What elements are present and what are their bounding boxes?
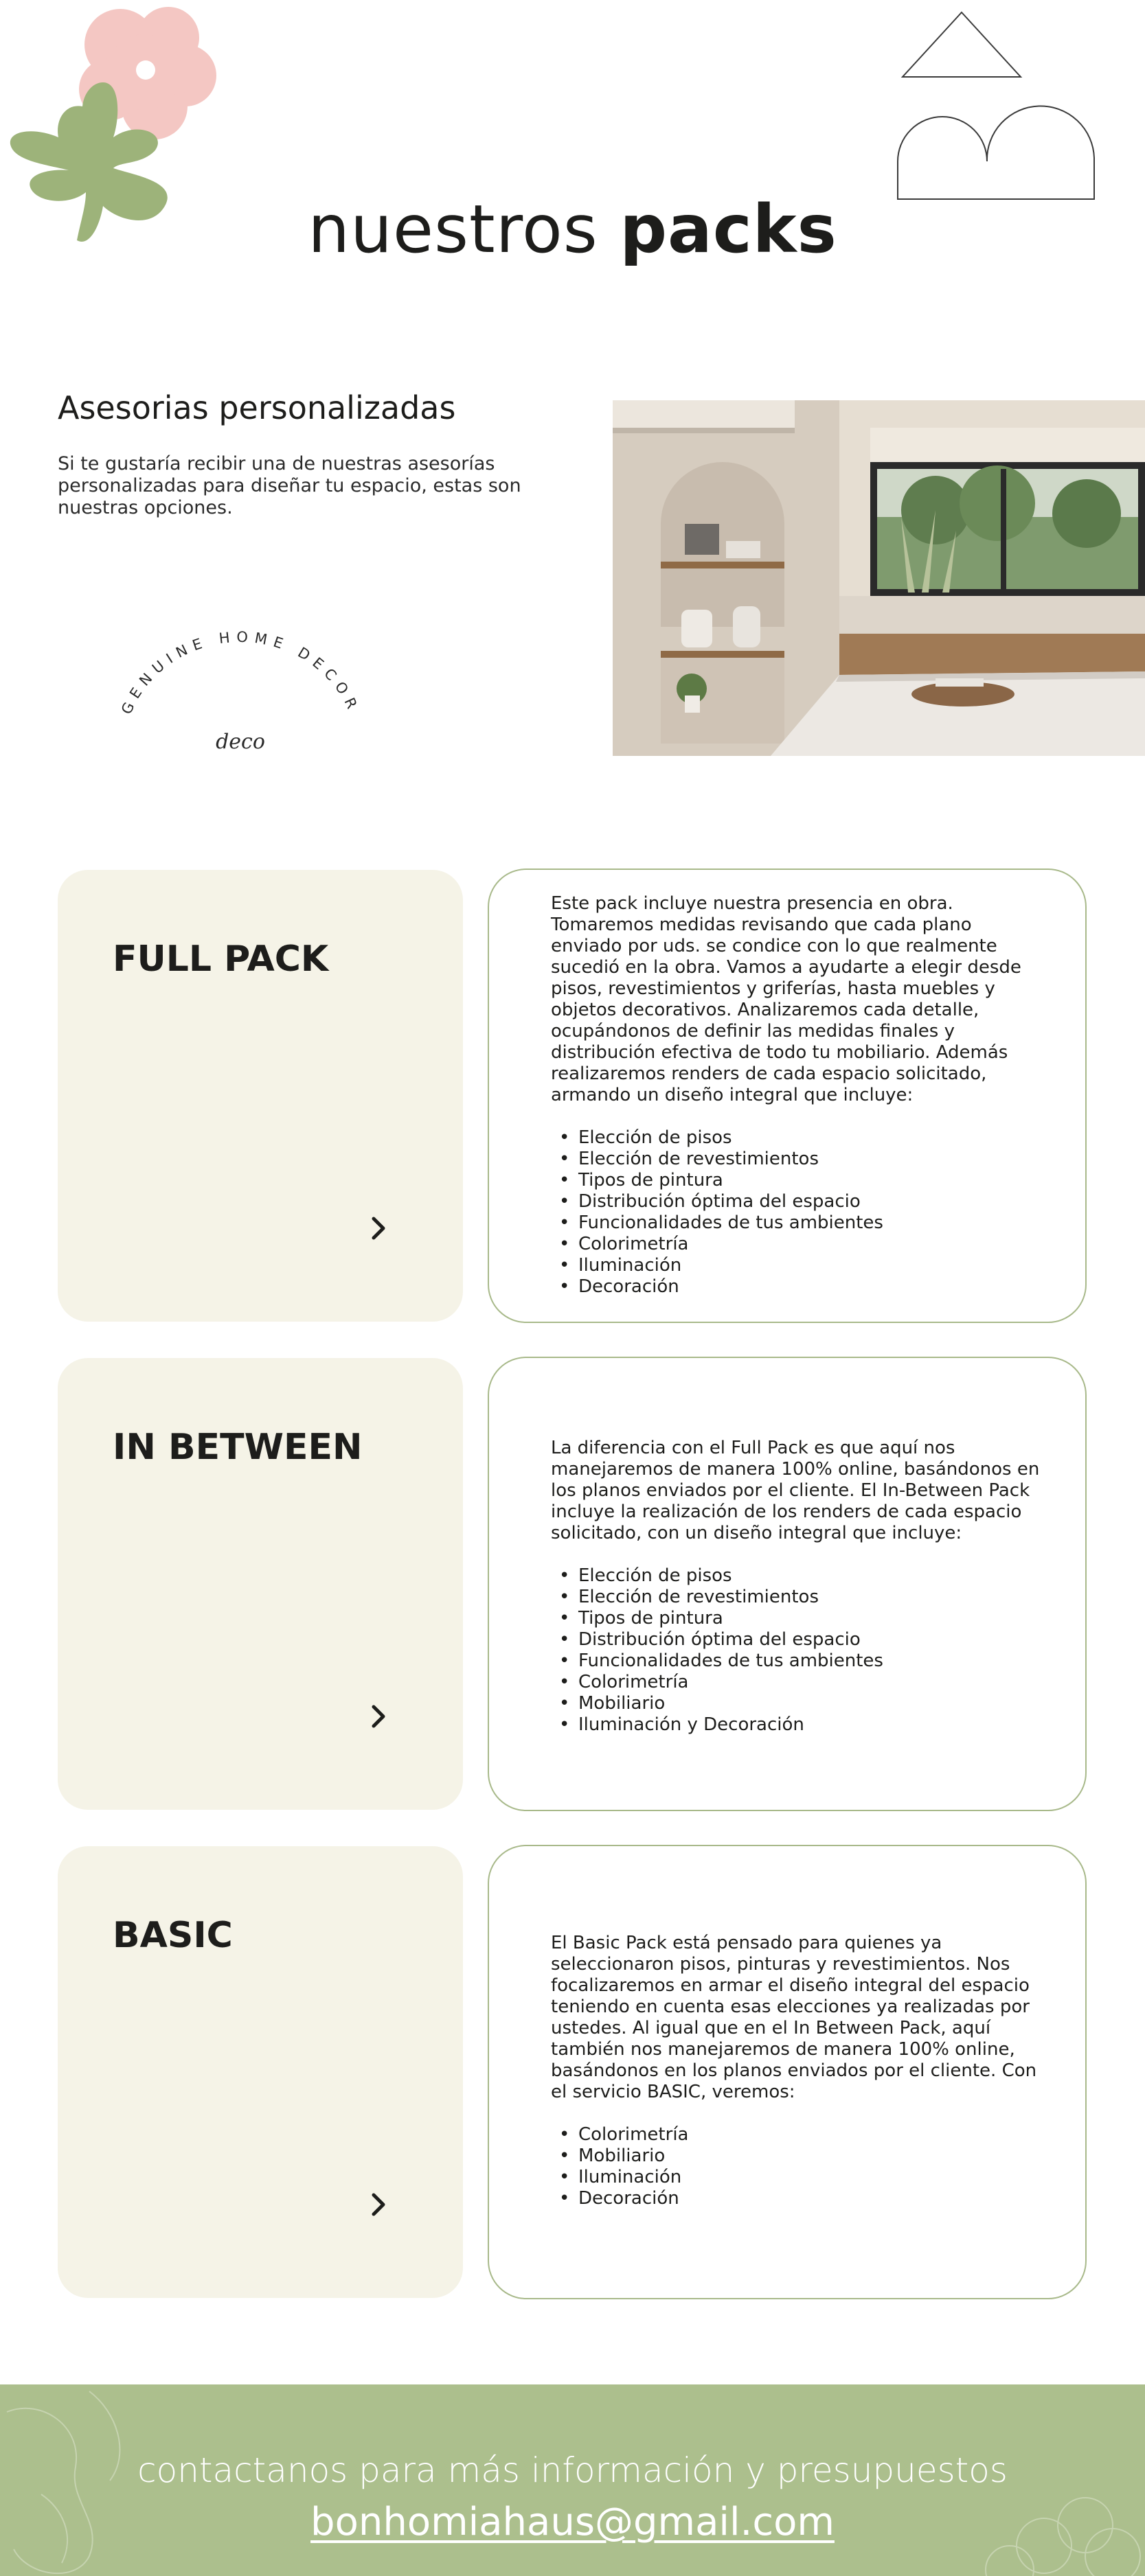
pack-title: FULL PACK [113, 939, 329, 980]
list-item: • Mobiliario [551, 1693, 1044, 1714]
pack-description-text: La diferencia con el Full Pack es que aquí nos manejaremos de manera 100% online, basándonos en los planos enviados por el cliente. El In-Between Pack incluye la realización de los renders de cada espacio solicitado, con un diseño integral que incluye: [551, 1438, 1040, 1543]
pack-feature-list [551, 1565, 1044, 1736]
seal-script-text: deco [216, 730, 265, 754]
pack-description [551, 1933, 1044, 2209]
pack-description [551, 893, 1044, 1298]
chevron-right-icon[interactable] [368, 1703, 389, 1730]
chevron-right-icon[interactable] [368, 2191, 389, 2218]
contact-footer [0, 2384, 1145, 2576]
pack-card-in-between [58, 1358, 463, 1810]
genuine-home-decor-logo [110, 628, 371, 759]
list-item: • Elección de revestimientos [551, 1149, 1044, 1170]
seal-arc-text: GENUINE HOME DECOR [117, 628, 363, 717]
list-item: • Iluminación [551, 2167, 1044, 2188]
pack-feature-list [551, 1127, 1044, 1298]
contact-email-link[interactable]: bonhomiahaus@gmail.com [310, 2500, 835, 2544]
page-title-bold: packs [620, 191, 837, 268]
pack-description-text: Este pack incluye nuestra presencia en obra. Tomaremos medidas revisando que cada plano enviado por uds. se condice con lo que realmente sucedió en la obra. Vamos a ayudarte a elegir desde pisos, revestimientos y griferías, hasta muebles y objetos decorativos. Analizaremos cada detalle, ocupándonos de definir las medidas finales y distribución efectiva de todo tu mobiliario. Además realizaremos renders de cada espacio solicitado, armando un diseño integral que incluye: [551, 893, 1021, 1105]
chevron-right-icon[interactable] [368, 1215, 389, 1242]
pack-description-text: El Basic Pack está pensado para quienes ya seleccionaron pisos, pinturas y revestimientos. Nos focalizaremos en armar el diseño integral del espacio teniendo en cuenta esas elecciones ya realizadas por ustedes. Al igual que en el In Between Pack, aquí también nos manejaremos de manera 100% online, basándonos en los planos enviados por el cliente. Con el servicio BASIC, veremos: [551, 1933, 1037, 2102]
intro-text: Si te gustaría recibir una de nuestras asesorías personalizadas para diseñar tu espacio, estas son nuestras opciones. [58, 453, 521, 518]
page-title-light: nuestros [308, 191, 598, 268]
list-item: • Elección de pisos [551, 1565, 1044, 1587]
list-item: • Distribución óptima del espacio [551, 1191, 1044, 1212]
list-item: • Elección de pisos [551, 1127, 1044, 1149]
pack-title: BASIC [113, 1915, 233, 1956]
list-item: • Decoración [551, 2188, 1044, 2209]
list-item: • Colorimetría [551, 1234, 1044, 1255]
page-title [0, 191, 1145, 268]
pack-title: IN BETWEEN [113, 1427, 363, 1468]
intro-heading: Asesorias personalizadas [58, 389, 456, 426]
pack-description-box [488, 1357, 1087, 1811]
pack-card-full-pack [58, 870, 463, 1322]
list-item: • Funcionalidades de tus ambientes [551, 1212, 1044, 1234]
pack-description-box [488, 869, 1087, 1323]
list-item: • Tipos de pintura [551, 1608, 1044, 1629]
pack-feature-list [551, 2124, 1044, 2209]
footer-text: contactanos para más información y presupuestos [137, 2450, 1008, 2490]
list-item: • Colorimetría [551, 1672, 1044, 1693]
list-item: • Elección de revestimientos [551, 1587, 1044, 1608]
svg-text:GENUINE HOME DECOR [118, 629, 363, 717]
pack-card-basic [58, 1846, 463, 2298]
outline-shapes-illustration [893, 7, 1126, 206]
list-item: • Decoración [551, 1276, 1044, 1298]
list-item: • Distribución óptima del espacio [551, 1629, 1044, 1651]
list-item: • Iluminación y Decoración [551, 1714, 1044, 1736]
list-item: • Colorimetría [551, 2124, 1044, 2146]
list-item: • Mobiliario [551, 2146, 1044, 2167]
list-item: • Tipos de pintura [551, 1170, 1044, 1191]
pack-description-box [488, 1845, 1087, 2299]
list-item: • Iluminación [551, 1255, 1044, 1276]
list-item: • Funcionalidades de tus ambientes [551, 1651, 1044, 1672]
pack-description [551, 1438, 1044, 1736]
kitchen-photo [613, 400, 1145, 756]
